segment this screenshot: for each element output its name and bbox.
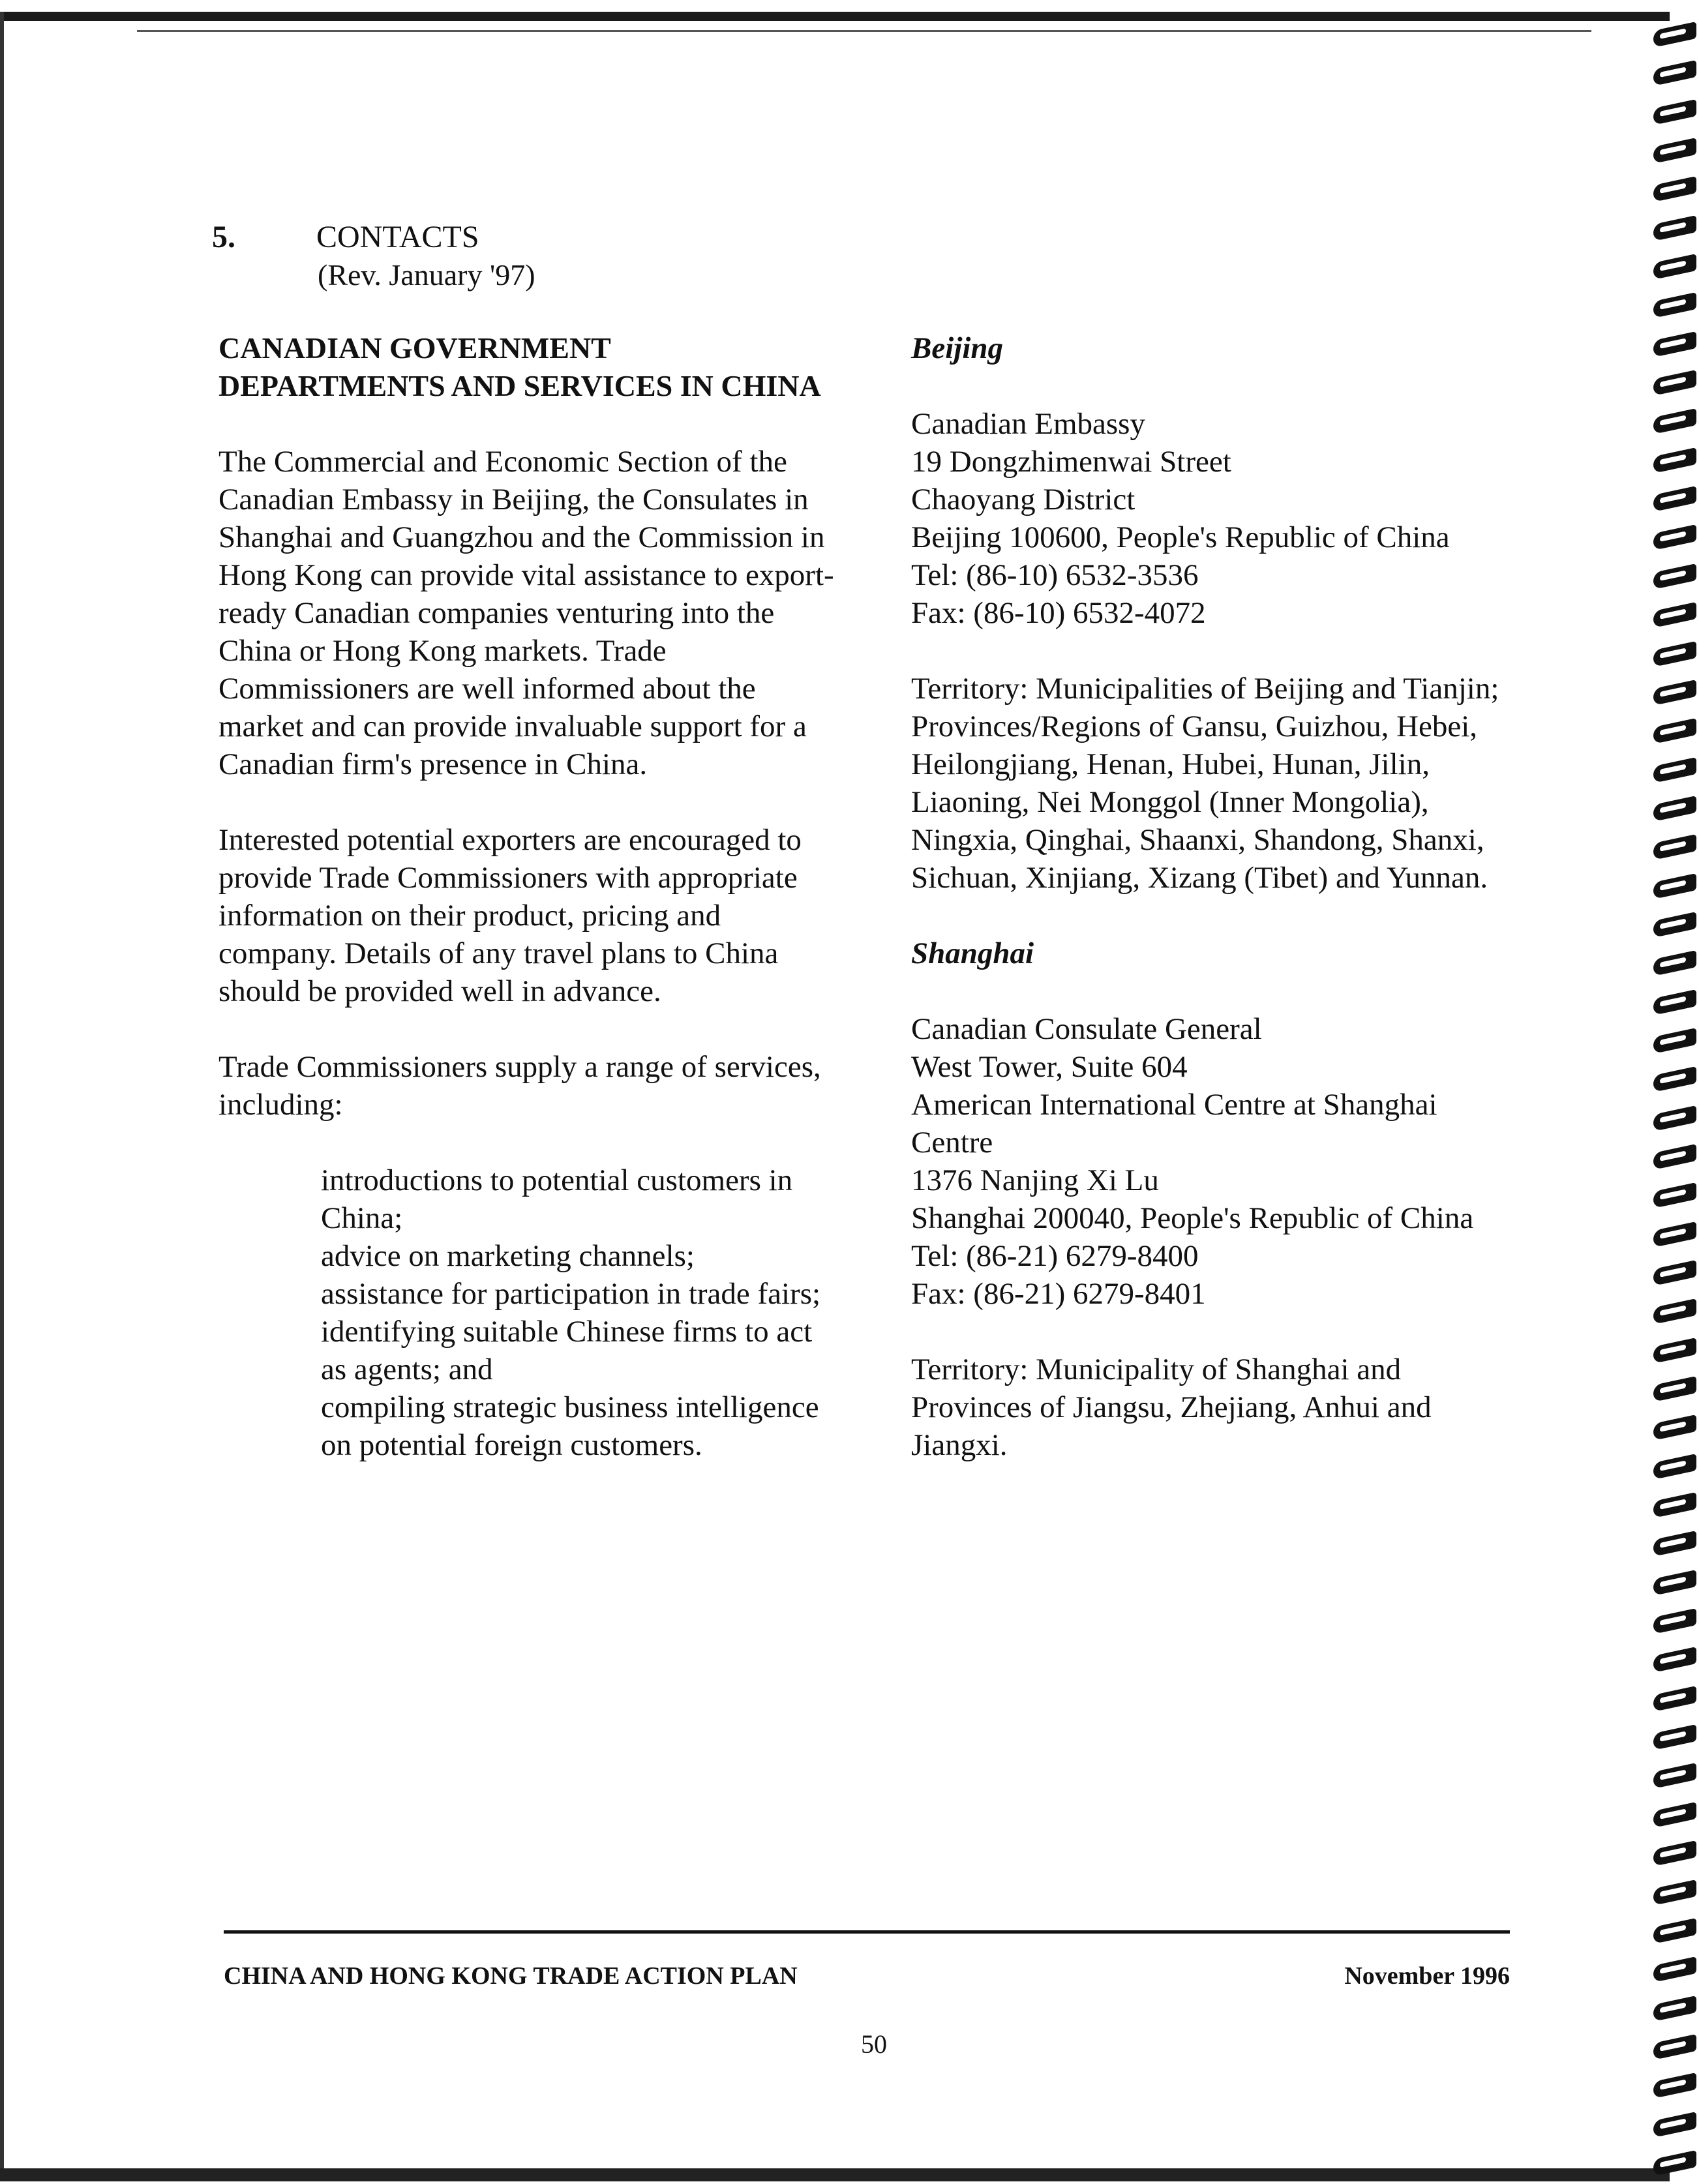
binding-coil <box>1653 1260 1696 1286</box>
binding-coil <box>1653 99 1696 125</box>
binding-coil <box>1653 2072 1696 2099</box>
binding-coil <box>1653 640 1696 666</box>
binding-coil <box>1653 680 1696 706</box>
binding-coil <box>1653 1105 1696 1131</box>
binding-coil <box>1653 1956 1696 1982</box>
section-heading <box>212 218 479 256</box>
binding-coil <box>1653 834 1696 860</box>
binding-coil <box>1653 1686 1696 1712</box>
right-column <box>911 329 1524 1502</box>
address-line: Shanghai 200040, People's Republic of China <box>911 1201 1474 1235</box>
shanghai-heading: Shanghai <box>911 936 1034 970</box>
binding-coil <box>1653 1221 1696 1248</box>
address-line: Beijing 100600, People's Republic of China <box>911 520 1450 554</box>
binding-coil <box>1653 718 1696 744</box>
fax-line: Fax: (86-10) 6532-4072 <box>911 596 1206 630</box>
binding-coil <box>1653 1454 1696 1480</box>
left-column <box>218 329 838 1464</box>
binding-coil <box>1653 1879 1696 1905</box>
address-line: Chaoyang District <box>911 483 1135 516</box>
address-line: West Tower, Suite 604 <box>911 1050 1188 1084</box>
binding-coil <box>1653 1802 1696 1828</box>
section-number: 5. <box>212 220 235 254</box>
phone-line: Tel: (86-21) 6279-8400 <box>911 1239 1199 1273</box>
beijing-heading: Beijing <box>911 331 1004 365</box>
shanghai-address <box>911 1010 1524 1313</box>
binding-coil <box>1653 1414 1696 1441</box>
binding-coil <box>1653 1918 1696 1944</box>
service-item: compiling strategic business intelligence on potential foreign customers. <box>321 1390 819 1462</box>
binding-coil <box>1653 950 1696 976</box>
fax-line: Fax: (86-21) 6279-8401 <box>911 1277 1206 1311</box>
binding-coil <box>1653 1840 1696 1866</box>
binding-coil <box>1653 1492 1696 1518</box>
binding-coil <box>1653 370 1696 396</box>
binding-coil <box>1653 254 1696 280</box>
revision-note: (Rev. January '97) <box>318 258 535 292</box>
footer-rule <box>224 1930 1510 1934</box>
binding-coil <box>1653 1647 1696 1673</box>
beijing-territory: Territory: Municipalities of Beijing and Tianjin; Provinces/Regions of Gansu, Guizhou, Hebei, Heilongjiang, Henan, Hubei, Hunan, Jilin, Liaoning, Nei Monggol (Inner Mongolia), Ningxia, Qinghai, Shaanxi, Shandong, Shanxi, Sichuan, Xinjiang, Xizang (Tibet) and Yunnan. <box>911 672 1499 895</box>
binding-coil <box>1653 331 1696 357</box>
address-line: American International Centre at Shanghai Centre <box>911 1088 1437 1159</box>
address-line: Canadian Consulate General <box>911 1012 1262 1046</box>
services-list <box>218 1161 843 1464</box>
services-intro: Trade Commissioners supply a range of services, including: <box>218 1050 821 1122</box>
page-number: 50 <box>861 2029 887 2059</box>
binding-coil <box>1653 60 1696 86</box>
binding-coil <box>1653 1298 1696 1324</box>
binding-coil <box>1653 563 1696 590</box>
address-line: 1376 Nanjing Xi Lu <box>911 1163 1159 1197</box>
binding-coil <box>1653 912 1696 938</box>
page-edge-line <box>137 30 1591 32</box>
binding-coil <box>1653 215 1696 241</box>
page-edge-bottom <box>0 2168 1670 2181</box>
binding-coil <box>1653 447 1696 473</box>
spiral-binding <box>1647 26 1699 2172</box>
binding-coil <box>1653 1066 1696 1092</box>
section-title: CONTACTS <box>316 220 479 254</box>
binding-coil <box>1653 757 1696 783</box>
binding-coil <box>1653 1144 1696 1170</box>
binding-coil <box>1653 1570 1696 1596</box>
intro-paragraph: The Commercial and Economic Section of the Canadian Embassy in Beijing, the Consulates in Shanghai and Guangzhou and the Commission in Hong Kong can provide vital assistance to export-ready Canadian companies venturing into the China or Hong Kong markets. Trade Commissioners are well informed about the market and can provide invaluable support for a Canadian firm's presence in China. <box>218 445 834 781</box>
binding-coil <box>1653 1763 1696 1789</box>
binding-coil <box>1653 2112 1696 2138</box>
binding-coil <box>1653 486 1696 512</box>
phone-line: Tel: (86-10) 6532-3536 <box>911 558 1199 592</box>
binding-coil <box>1653 22 1696 48</box>
binding-coil <box>1653 602 1696 628</box>
departments-heading: CANADIAN GOVERNMENT DEPARTMENTS AND SERVICES IN CHINA <box>218 331 821 402</box>
binding-coil <box>1653 1338 1696 1364</box>
binding-coil <box>1653 2150 1696 2176</box>
page-edge-left <box>0 12 4 2177</box>
binding-coil <box>1653 2034 1696 2060</box>
binding-coil <box>1653 1376 1696 1402</box>
binding-coil <box>1653 176 1696 202</box>
binding-coil <box>1653 796 1696 822</box>
binding-coil <box>1653 524 1696 550</box>
binding-coil <box>1653 138 1696 164</box>
binding-coil <box>1653 408 1696 434</box>
binding-coil <box>1653 1608 1696 1634</box>
service-item: assistance for participation in trade fairs; <box>321 1277 821 1311</box>
page-edge-top <box>0 12 1670 21</box>
binding-coil <box>1653 1996 1696 2022</box>
binding-coil <box>1653 1531 1696 1557</box>
binding-coil <box>1653 1182 1696 1208</box>
binding-coil <box>1653 989 1696 1015</box>
beijing-address <box>911 405 1524 632</box>
address-line: 19 Dongzhimenwai Street <box>911 445 1231 479</box>
binding-coil <box>1653 873 1696 899</box>
exporters-paragraph: Interested potential exporters are encouraged to provide Trade Commissioners with appropriate information on their product, pricing and company. Details of any travel plans to China should be provided well in advance. <box>218 823 802 1008</box>
footer-date: November 1996 <box>1344 1962 1510 1990</box>
service-item: introductions to potential customers in China; <box>321 1163 793 1235</box>
address-line: Canadian Embassy <box>911 407 1145 441</box>
binding-coil <box>1653 1724 1696 1750</box>
service-item: identifying suitable Chinese firms to act as agents; and <box>321 1315 813 1386</box>
binding-coil <box>1653 292 1696 318</box>
shanghai-territory: Territory: Municipality of Shanghai and Provinces of Jiangsu, Zhejiang, Anhui and Jiangxi. <box>911 1353 1432 1462</box>
service-item: advice on marketing channels; <box>321 1239 695 1273</box>
binding-coil <box>1653 1028 1696 1054</box>
footer-document-title: CHINA AND HONG KONG TRADE ACTION PLAN <box>224 1962 798 1990</box>
